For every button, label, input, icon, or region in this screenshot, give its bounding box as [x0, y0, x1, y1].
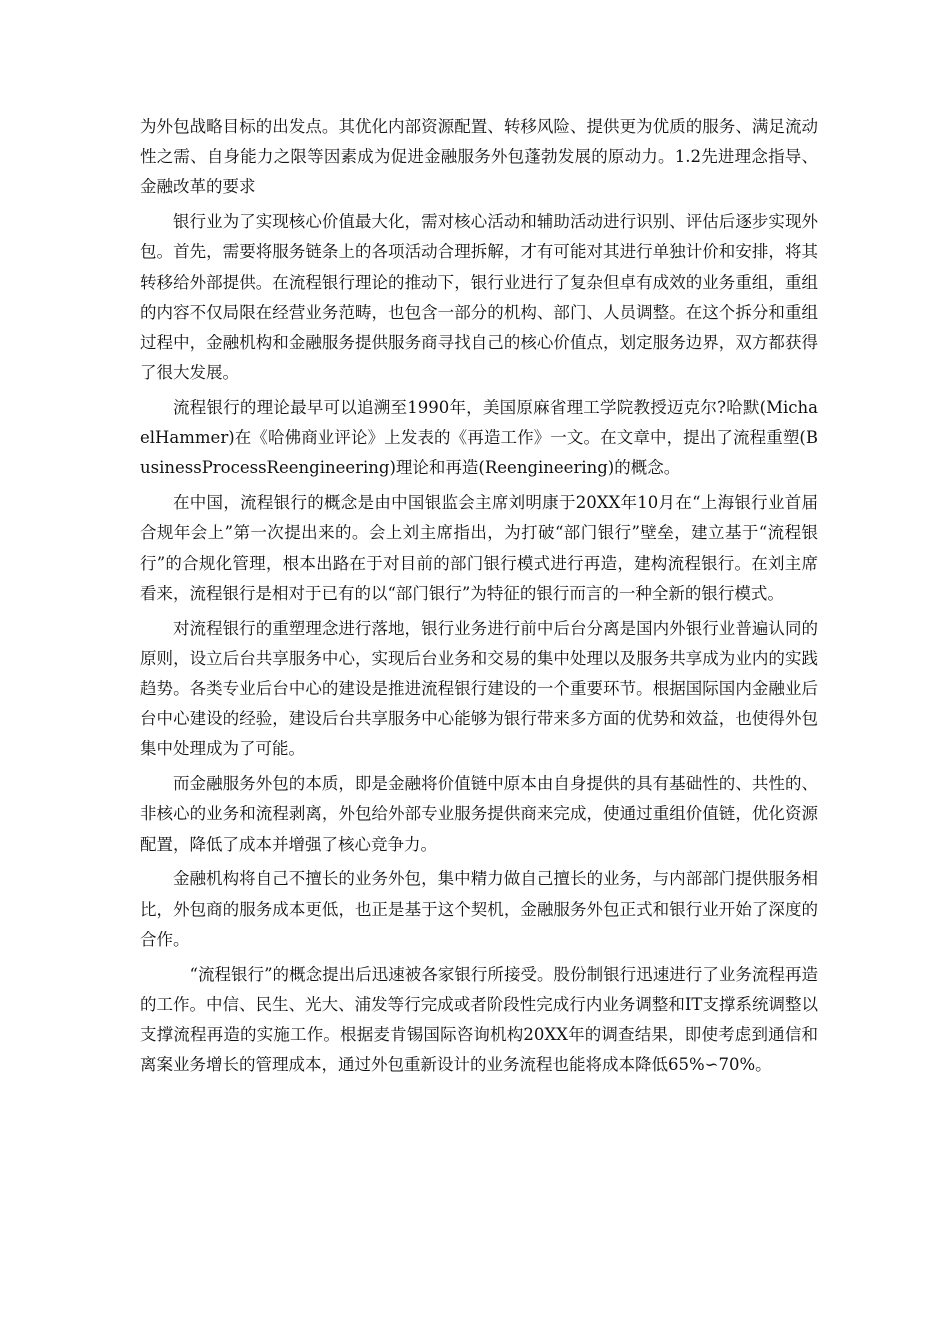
paragraph-4: 在中国，流程银行的概念是由中国银监会主席刘明康于20XX年10月在“上海银行业首届合规年会上”第一次提出来的。会上刘主席指出，为打破“部门银行”壁垒，建立基于“流程银行”的合规化管理，根本出路在于对目前的部门银行模式进行再造，建构流程银行。在刘主席看来，流程银行是相对于已有的以“部门银行”为特征的银行而言的一种全新的银行模式。	[140, 493, 818, 603]
paragraph-1: 为外包战略目标的出发点。其优化内部资源配置、转移风险、提供更为优质的服务、满足流动性之需、自身能力之限等因素成为促进金融服务外包蓬勃发展的原动力。1.2先进理念指导、金融改革的要求	[140, 117, 818, 197]
paragraph-8: “流程银行”的概念提出后迅速被各家银行所接受。股份制银行迅速进行了业务流程再造的工作。中信、民生、光大、浦发等行完成或者阶段性完成行内业务调整和IT支撑系统调整以支撑流程再造的实施工作。根据麦肯锡国际咨询机构20XX年的调查结果，即使考虑到通信和离案业务增长的管理成本，通过外包重新设计的业务流程也能将成本降低65%∽70%。	[140, 964, 818, 1075]
document-body	[140, 112, 818, 1085]
paragraph-6: 而金融服务外包的本质，即是金融将价值链中原本由自身提供的具有基础性的、共性的、非核心的业务和流程剥离，外包给外部专业服务提供商来完成，使通过重组价值链，优化资源配置，降低了成本并增强了核心竞争力。	[140, 774, 818, 854]
paragraph-3: 流程银行的理论最早可以追溯至1990年，美国原麻省理工学院教授迈克尔?哈默(MichaelHammer)在《哈佛商业评论》上发表的《再造工作》一文。在文章中，提出了流程重塑(BusinessProcessReengineering)理论和再造(Reengineering)的概念。	[140, 398, 818, 478]
paragraph-5: 对流程银行的重塑理念进行落地，银行业务进行前中后台分离是国内外银行业普遍认同的原则，设立后台共享服务中心，实现后台业务和交易的集中处理以及服务共享成为业内的实践趋势。各类专业后台中心的建设是推进流程银行建设的一个重要环节。根据国际国内金融业后台中心建设的经验，建设后台共享服务中心能够为银行带来多方面的优势和效益，也使得外包集中处理成为了可能。	[140, 618, 818, 759]
paragraph-7: 金融机构将自己不擅长的业务外包，集中精力做自己擅长的业务，与内部部门提供服务相比，外包商的服务成本更低，也正是基于这个契机，金融服务外包正式和银行业开始了深度的合作。	[140, 869, 818, 949]
paragraph-2: 银行业为了实现核心价值最大化，需对核心活动和辅助活动进行识别、评估后逐步实现外包。首先，需要将服务链条上的各项活动合理拆解，才有可能对其进行单独计价和安排，将其转移给外部提供。在流程银行理论的推动下，银行业进行了复杂但卓有成效的业务重组，重组的内容不仅局限在经营业务范畴，也包含一部分的机构、部门、人员调整。在这个拆分和重组过程中，金融机构和金融服务提供服务商寻找自己的核心价值点，划定服务边界，双方都获得了很大发展。	[140, 212, 818, 383]
